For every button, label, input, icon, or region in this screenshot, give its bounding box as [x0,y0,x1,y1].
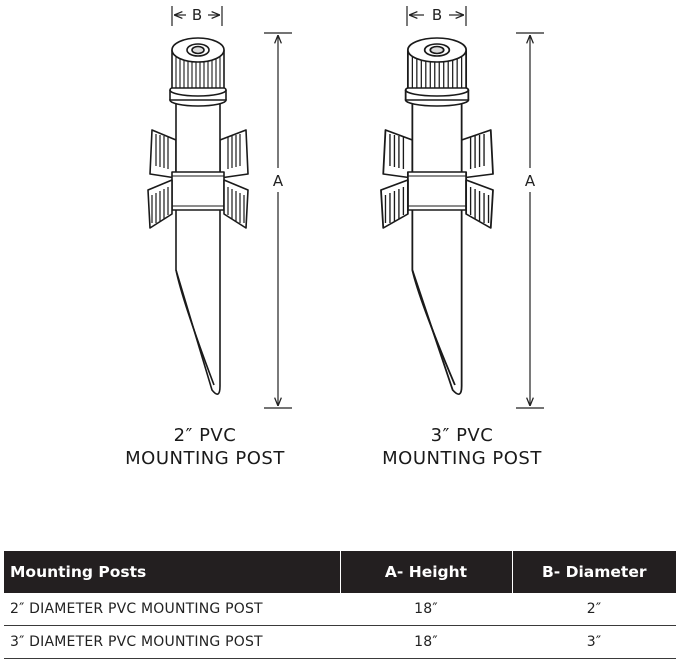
row-3in-height: 18″ [340,626,512,659]
post-2in-drawing [148,38,248,394]
row-2in-height: 18″ [340,593,512,626]
dimension-b-label-2in: B [191,6,203,24]
caption-3in-line1: 3″ PVC [430,425,494,446]
post-3in-drawing [381,38,493,394]
dimension-a-2in [264,33,292,408]
row-3in-name: 3″ DIAMETER PVC MOUNTING POST [4,626,340,659]
row-2in-diameter: 2″ [512,593,676,626]
header-mounting-posts: Mounting Posts [4,551,340,593]
caption-3in-line2: MOUNTING POST [382,448,542,469]
caption-3in-post [342,424,582,470]
header-b-diameter: B- Diameter [512,551,676,593]
caption-2in-line2: MOUNTING POST [125,448,285,469]
table-header-row [4,551,676,593]
spec-table [4,551,676,659]
dimension-a-label-3in: A [524,172,536,190]
caption-2in-line1: 2″ PVC [173,425,237,446]
row-2in-name: 2″ DIAMETER PVC MOUNTING POST [4,593,340,626]
table-row [4,593,676,626]
dimension-a-3in [516,33,544,408]
row-3in-diameter: 3″ [512,626,676,659]
caption-2in-post [85,424,325,470]
dimension-b-label-3in: B [431,6,443,24]
header-a-height: A- Height [340,551,512,593]
table-row [4,626,676,659]
dimension-a-label-2in: A [272,172,284,190]
